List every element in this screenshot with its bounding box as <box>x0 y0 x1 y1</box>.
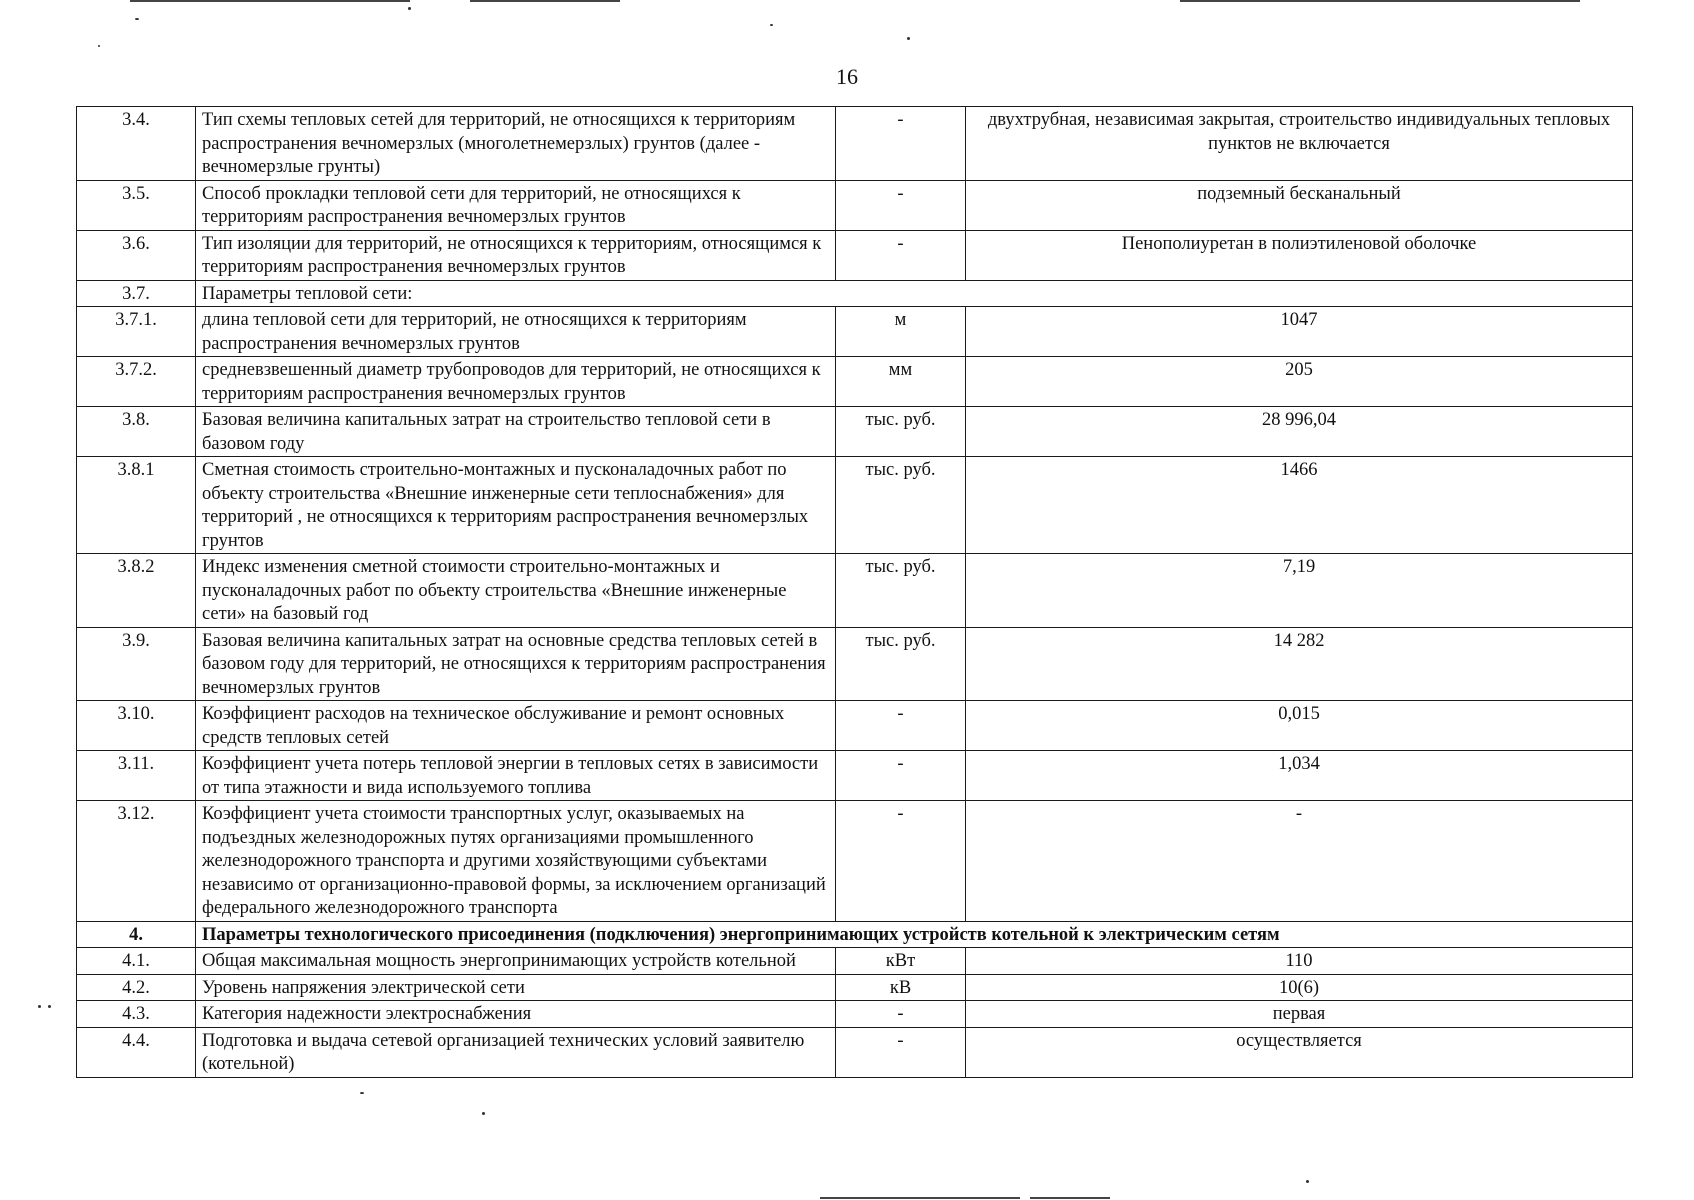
row-description: Параметры технологического присоединения (подключения) энергопринимающих устройств котельной к электрическим сетям <box>196 921 1633 948</box>
row-description: Подготовка и выдача сетевой организацией технических условий заявителю (котельной) <box>196 1027 836 1077</box>
row-description: Способ прокладки тепловой сети для территорий, не относящихся к территориям распространения вечномерзлых грунтов <box>196 180 836 230</box>
row-description: длина тепловой сети для территорий, не относящихся к территориям распространения вечномерзлых грунтов <box>196 307 836 357</box>
table-row <box>77 230 1633 280</box>
row-unit: тыс. руб. <box>836 627 966 701</box>
scan-artifact-bottom <box>1030 1197 1110 1199</box>
scan-artifact-top-right <box>1180 0 1580 2</box>
row-unit: - <box>836 180 966 230</box>
row-unit: тыс. руб. <box>836 407 966 457</box>
row-description: Коэффициент учета стоимости транспортных услуг, оказываемых на подъездных железнодорожных путях организациями промышленного железнодорожного транспорта и другими хозяйствующими субъектами независимо от организационно-правовой формы, за исключением организаций федерального железнодорожного транспорта <box>196 801 836 922</box>
table-row <box>77 974 1633 1001</box>
row-value: первая <box>966 1001 1633 1028</box>
row-description: Параметры тепловой сети: <box>196 280 1633 307</box>
scan-artifact-bottom <box>820 1197 1020 1199</box>
row-unit: тыс. руб. <box>836 554 966 628</box>
scan-artifact-top-mid <box>470 0 620 2</box>
table-row <box>77 921 1633 948</box>
row-number: 3.12. <box>77 801 196 922</box>
row-unit: тыс. руб. <box>836 457 966 554</box>
row-value: 10(6) <box>966 974 1633 1001</box>
row-number: 3.9. <box>77 627 196 701</box>
row-unit: - <box>836 1027 966 1077</box>
row-value: 7,19 <box>966 554 1633 628</box>
row-number: 3.8.2 <box>77 554 196 628</box>
row-value: 205 <box>966 357 1633 407</box>
parameters-table <box>76 106 1633 1078</box>
row-value: 110 <box>966 948 1633 975</box>
row-description: Категория надежности электроснабжения <box>196 1001 836 1028</box>
row-description: Общая максимальная мощность энергопринимающих устройств котельной <box>196 948 836 975</box>
row-value: осуществляется <box>966 1027 1633 1077</box>
row-description: Сметная стоимость строительно-монтажных и пусконаладочных работ по объекту строительства «Внешние инженерные сети теплоснабжения» для территорий , не относящихся к территориям распространения вечномерзлых грунтов <box>196 457 836 554</box>
row-value: 0,015 <box>966 701 1633 751</box>
page-number: 16 <box>836 64 858 89</box>
scan-speck <box>135 18 139 20</box>
scan-speck <box>1306 1180 1309 1183</box>
row-number: 3.8. <box>77 407 196 457</box>
table-row <box>77 407 1633 457</box>
row-unit: кВ <box>836 974 966 1001</box>
row-description: Индекс изменения сметной стоимости строительно-монтажных и пусконаладочных работ по объекту строительства «Внешние инженерные сети» на базовый год <box>196 554 836 628</box>
row-unit: - <box>836 1001 966 1028</box>
table-row <box>77 801 1633 922</box>
row-number: 3.5. <box>77 180 196 230</box>
row-number: 4.1. <box>77 948 196 975</box>
row-description: Коэффициент учета потерь тепловой энергии в тепловых сетях в зависимости от типа этажности и вида используемого топлива <box>196 751 836 801</box>
row-description: средневзвешенный диаметр трубопроводов для территорий, не относящихся к территориям распространения вечномерзлых грунтов <box>196 357 836 407</box>
row-number: 3.4. <box>77 107 196 181</box>
table-row <box>77 280 1633 307</box>
scan-speck <box>907 37 910 40</box>
row-value: 28 996,04 <box>966 407 1633 457</box>
row-value: 1,034 <box>966 751 1633 801</box>
table-row <box>77 751 1633 801</box>
row-value: двухтрубная, независимая закрытая, строительство индивидуальных тепловых пунктов не включается <box>966 107 1633 181</box>
table-row <box>77 627 1633 701</box>
row-number: 4.2. <box>77 974 196 1001</box>
scan-speck <box>38 1005 41 1008</box>
table-row <box>77 357 1633 407</box>
scan-speck <box>98 45 100 47</box>
row-description: Уровень напряжения электрической сети <box>196 974 836 1001</box>
row-number: 3.7. <box>77 280 196 307</box>
row-number: 3.6. <box>77 230 196 280</box>
row-unit: - <box>836 801 966 922</box>
row-number: 3.7.1. <box>77 307 196 357</box>
scan-speck <box>408 7 411 10</box>
row-number: 4.3. <box>77 1001 196 1028</box>
scan-speck <box>770 24 773 26</box>
row-unit: - <box>836 751 966 801</box>
row-description: Тип изоляции для территорий, не относящихся к территориям, относящимся к территориям распространения вечномерзлых грунтов <box>196 230 836 280</box>
scan-artifact-top-left <box>130 0 410 2</box>
row-value: подземный бесканальный <box>966 180 1633 230</box>
row-unit: кВт <box>836 948 966 975</box>
row-number: 4. <box>77 921 196 948</box>
table-row <box>77 1001 1633 1028</box>
scan-speck <box>48 1005 51 1008</box>
scan-speck <box>482 1112 485 1115</box>
table-row <box>77 701 1633 751</box>
table-row <box>77 554 1633 628</box>
table-row <box>77 457 1633 554</box>
table-row <box>77 307 1633 357</box>
row-number: 3.7.2. <box>77 357 196 407</box>
row-value: 1047 <box>966 307 1633 357</box>
row-value: - <box>966 801 1633 922</box>
row-description: Тип схемы тепловых сетей для территорий, не относящихся к территориям распространения вечномерзлых (многолетнемерзлых) грунтов (далее - вечномерзлые грунты) <box>196 107 836 181</box>
row-value: 14 282 <box>966 627 1633 701</box>
row-unit: мм <box>836 357 966 407</box>
scan-speck <box>360 1092 364 1094</box>
row-unit: - <box>836 230 966 280</box>
table-row <box>77 948 1633 975</box>
row-unit: - <box>836 701 966 751</box>
row-description: Базовая величина капитальных затрат на строительство тепловой сети в базовом году <box>196 407 836 457</box>
row-number: 3.11. <box>77 751 196 801</box>
row-value: 1466 <box>966 457 1633 554</box>
row-number: 3.10. <box>77 701 196 751</box>
row-number: 4.4. <box>77 1027 196 1077</box>
row-unit: м <box>836 307 966 357</box>
row-value: Пенополиуретан в полиэтиленовой оболочке <box>966 230 1633 280</box>
table-row <box>77 1027 1633 1077</box>
table-row <box>77 180 1633 230</box>
row-unit: - <box>836 107 966 181</box>
row-description: Базовая величина капитальных затрат на основные средства тепловых сетей в базовом году для территорий, не относящихся к территориям распространения вечномерзлых грунтов <box>196 627 836 701</box>
row-number: 3.8.1 <box>77 457 196 554</box>
table-row <box>77 107 1633 181</box>
row-description: Коэффициент расходов на техническое обслуживание и ремонт основных средств тепловых сетей <box>196 701 836 751</box>
